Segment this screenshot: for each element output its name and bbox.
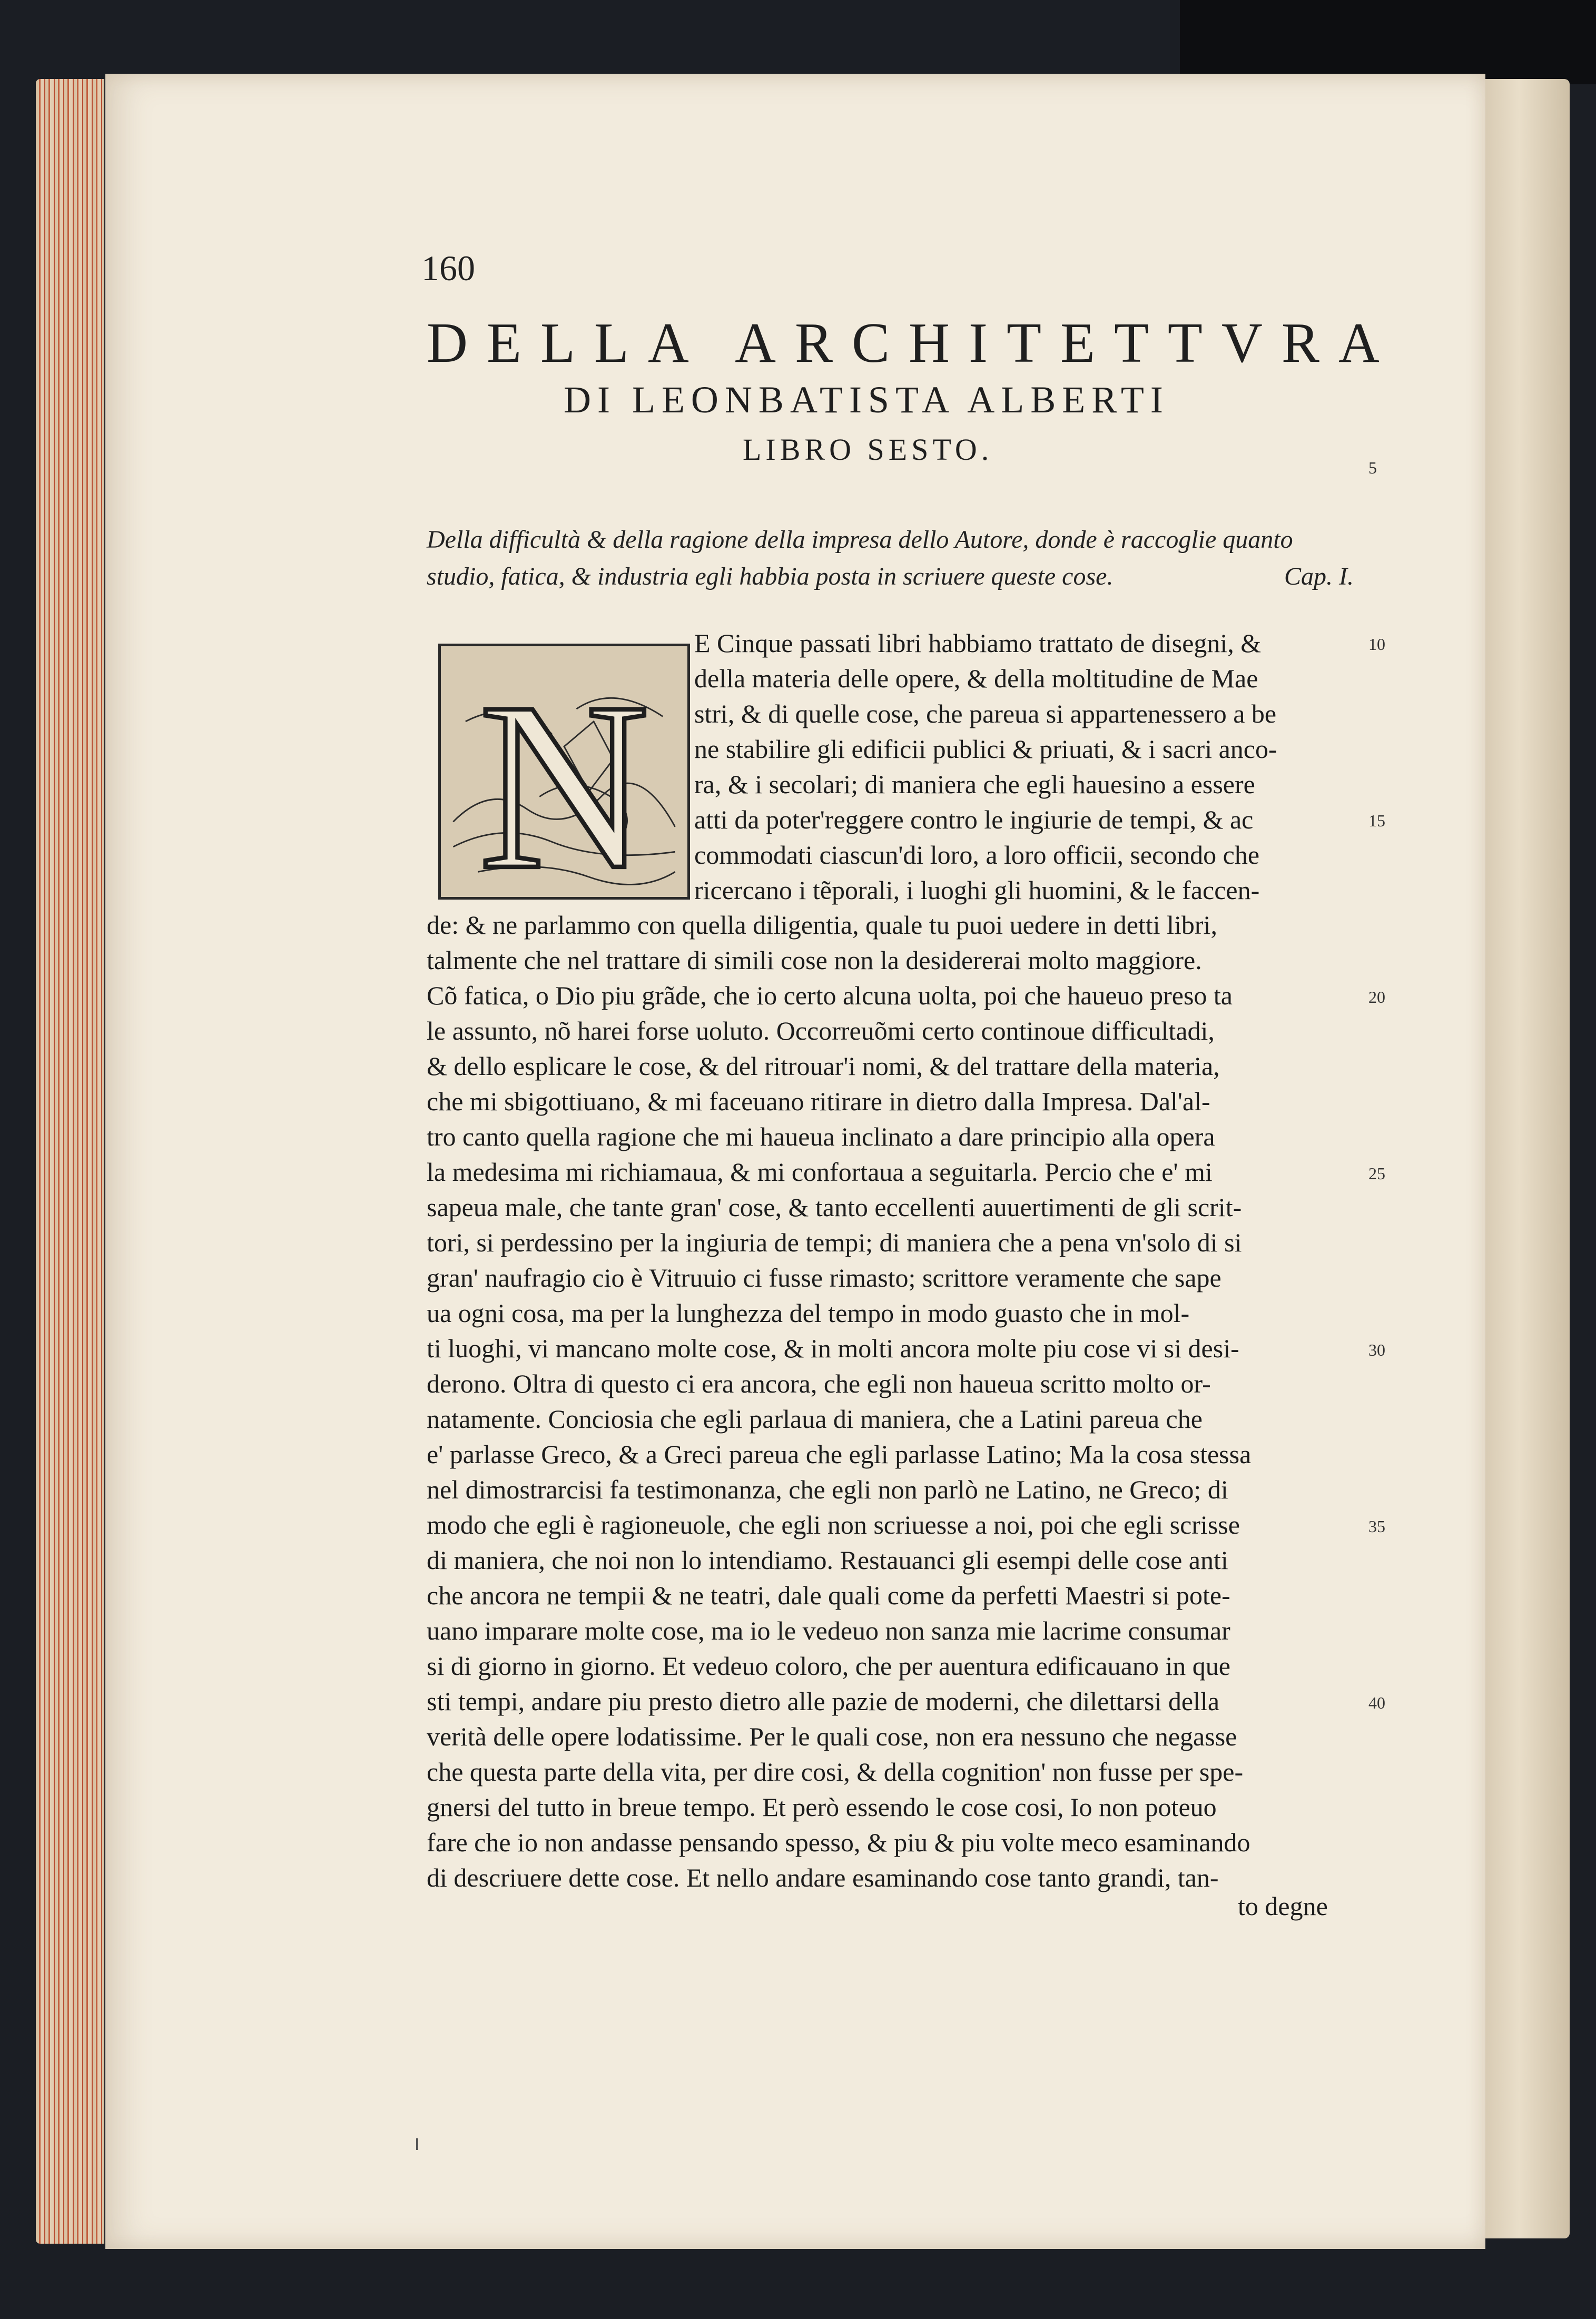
text-line: e' parlasse Greco, & a Greci pareua che egli parlasse Latino; Ma la cosa stessa: [427, 1439, 1252, 1469]
catchword: to degne: [1238, 1891, 1328, 1921]
main-title: DELLA ARCHITETTVRA: [427, 312, 1398, 374]
woodcut-illustration: [441, 646, 687, 897]
text-line: la medesima mi richiamaua, & mi confortaua a seguitarla. Percio che e' mi: [427, 1157, 1213, 1187]
chapter-heading-line: studio, fatica, & industria egli habbia posta in scriuere queste cose.: [427, 563, 1114, 590]
text-line: sti tempi, andare piu presto dietro alle pazie de moderni, che dilettarsi della: [427, 1686, 1220, 1716]
text-line: atti da poter'reggere contro le ingiurie de tempi, & ac: [694, 805, 1254, 834]
margin-line-number: 30: [1368, 1340, 1385, 1359]
text-line: modo che egli è ragioneuole, che egli non scriuesse a noi, poi che egli scrisse: [427, 1510, 1240, 1540]
text-line: di maniera, che noi non lo intendiamo. Restauanci gli esempi delle cose anti: [427, 1545, 1228, 1575]
text-line: sapeua male, che tante gran' cose, & tanto eccellenti auuertimenti de gli scrit-: [427, 1192, 1242, 1222]
text-line: stri, & di quelle cose, che pareua si appartenessero a be: [694, 699, 1277, 728]
text-line: talmente che nel trattare di simili cose non la desidererai molto maggiore.: [427, 945, 1202, 975]
margin-line-number: 25: [1368, 1164, 1385, 1183]
text-line: ne stabilire gli edificii publici & priuati, & i sacri anco-: [694, 734, 1277, 764]
text-line: tori, si perdessino per la ingiuria de tempi; di maniera che a pena vn'solo di si: [427, 1228, 1242, 1257]
text-line: ti luoghi, vi mancano molte cose, & in molti ancora molte piu cose vi si desi-: [427, 1334, 1239, 1363]
text-line: de: & ne parlammo con quella diligentia, quale tu puoi uedere in detti libri,: [427, 910, 1217, 940]
margin-line-number: 35: [1368, 1517, 1385, 1536]
author-subtitle: DI LEONBATISTA ALBERTI: [564, 379, 1169, 421]
text-line: & dello esplicare le cose, & del ritrouar'i nomi, & del trattare della materia,: [427, 1051, 1220, 1081]
page-number: 160: [421, 248, 475, 288]
text-line: uano imparare molte cose, ma io le vedeuo non sanza mie lacrime consumar: [427, 1616, 1230, 1645]
text-line: si di giorno in giorno. Et vedeuo coloro, che per auentura edificauano in que: [427, 1651, 1230, 1681]
text-line: che mi sbigottiuano, & mi faceuano ritirare in dietro dalla Impresa. Dal'al-: [427, 1087, 1210, 1116]
text-line: nel dimostrarcisi fa testimonanza, che egli non parlò ne Latino, ne Greco; di: [427, 1475, 1228, 1504]
body-paragraph-wide: [427, 907, 1359, 1896]
margin-line-number: 20: [1368, 988, 1385, 1006]
book-title: LIBRO SESTO.: [743, 432, 993, 467]
text-line: ua ogni cosa, ma per la lunghezza del tempo in modo guasto che in mol-: [427, 1298, 1190, 1328]
text-line: gran' naufragio cio è Vitruuio ci fusse rimasto; scrittore veramente che sape: [427, 1263, 1221, 1292]
margin-line-number: 15: [1368, 811, 1385, 830]
margin-line-number: 40: [1368, 1693, 1385, 1712]
book-edge-left: [36, 79, 104, 2244]
backdrop-top-right: [1180, 0, 1596, 84]
facing-page-edge: [1485, 79, 1570, 2238]
text-line: derono. Oltra di questo ci era ancora, che egli non haueua scritto molto or-: [427, 1369, 1211, 1398]
text-line: della materia delle opere, & della moltitudine de Mae: [694, 664, 1258, 693]
chapter-heading: [427, 521, 1354, 595]
text-line: gnersi del tutto in breue tempo. Et però essendo le cose cosi, Io non poteuo: [427, 1792, 1217, 1822]
text-line: E Cinque passati libri habbiamo trattato de disegni, &: [694, 628, 1262, 658]
chapter-label: Cap. I.: [1284, 563, 1354, 590]
decorated-initial: [438, 644, 690, 900]
text-line: ra, & i secolari; di maniera che egli hauesino a essere: [694, 769, 1255, 799]
text-line: di descriuere dette cose. Et nello andare esaminando cose tanto grandi, tan-: [427, 1863, 1219, 1892]
text-line: Cõ fatica, o Dio piu grãde, che io certo alcuna uolta, poi che haueuo preso ta: [427, 981, 1233, 1010]
text-line: commodati ciascun'di loro, a loro officii, secondo che: [694, 840, 1260, 870]
stray-ink-mark: [416, 2138, 418, 2150]
chapter-heading-line: Della difficultà & della ragione della impresa dello Autore, donde è raccoglie quanto: [427, 526, 1293, 554]
body-paragraph-narrow: [694, 626, 1358, 908]
margin-line-number: 10: [1368, 635, 1385, 654]
text-line: ricercano i tẽporali, i luoghi gli huomini, & le faccen-: [694, 875, 1260, 905]
text-line: verità delle opere lodatissime. Per le quali cose, non era nessuno che negasse: [427, 1722, 1237, 1751]
text-line: natamente. Conciosia che egli parlaua di maniera, che a Latini pareua che: [427, 1404, 1203, 1434]
text-line: tro canto quella ragione che mi haueua inclinato a dare principio alla opera: [427, 1122, 1215, 1151]
text-line: le assunto, nõ harei forse uoluto. Occorreuõmi certo continoue difficultadi,: [427, 1016, 1215, 1045]
text-line: che questa parte della vita, per dire cosi, & della cognition' non fusse per spe-: [427, 1757, 1244, 1787]
margin-line-number: 5: [1368, 458, 1377, 477]
drop-cap-letter: N: [478, 653, 650, 897]
text-line: fare che io non andasse pensando spesso, & piu & piu volte meco esaminando: [427, 1828, 1250, 1857]
text-line: che ancora ne tempii & ne teatri, dale quali come da perfetti Maestri si pote-: [427, 1581, 1230, 1610]
